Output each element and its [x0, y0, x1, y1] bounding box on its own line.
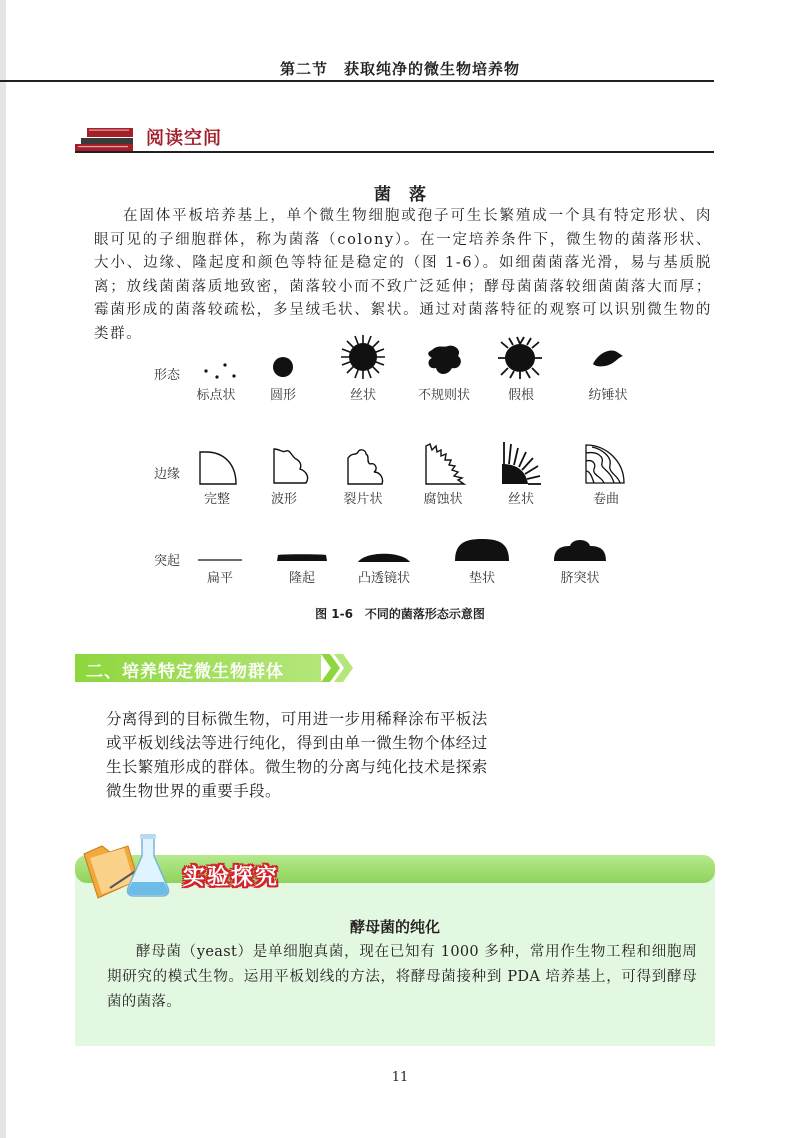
- shape-label-punctiform: 标点状: [196, 388, 236, 403]
- folder-flask-icon: [80, 830, 180, 900]
- shape-label-undulate: 波形: [270, 492, 297, 507]
- lobate-margin-shape: [346, 448, 386, 486]
- figure-caption: 图 1-6 不同的菌落形态示意图: [315, 607, 485, 621]
- curled-margin-shape: [584, 443, 626, 485]
- shape-label-erose: 腐蚀状: [423, 492, 463, 507]
- undulate-margin-shape: [272, 447, 312, 485]
- row-label-elevation: 突起: [154, 554, 181, 569]
- irregular-shape: [424, 342, 464, 378]
- shape-label-pulvinate: 垫状: [468, 571, 495, 586]
- circular-shape: [271, 355, 295, 379]
- shape-label-entire: 完整: [203, 492, 230, 507]
- shape-label-irregular: 不规则状: [417, 388, 470, 403]
- filamentous-margin-shape: [500, 440, 542, 486]
- experiment-body: 酵母菌（yeast）是单细胞真菌，现在已知有 1000 多种，常用作生物工程和细胞周期研究的模式生物。运用平板划线的方法，将酵母菌接种到 PDA 培养基上，可得到酵母菌的菌落。: [107, 944, 697, 1010]
- experiment-subtitle: 酵母菌的纯化: [349, 918, 440, 936]
- shape-label-umbonate: 脐突状: [560, 571, 600, 586]
- rhizoid-shape: [497, 336, 543, 380]
- page-number: 11: [391, 1070, 409, 1085]
- reading-section-rule: [75, 151, 714, 153]
- books-icon: [75, 126, 137, 152]
- punctiform-shape: [200, 357, 244, 381]
- entire-margin-shape: [198, 450, 238, 486]
- flat-elevation-shape: [198, 558, 242, 562]
- section-title: 二、培养特定微生物群体: [86, 662, 284, 682]
- chevron-right-icon: [321, 654, 355, 682]
- shape-label-lobate: 裂片状: [343, 492, 383, 507]
- convex-elevation-shape: [358, 549, 410, 562]
- shape-label-filamentous-margin: 丝状: [507, 492, 534, 507]
- page-header-title: 第二节 获取纯净的微生物培养物: [279, 60, 520, 78]
- spindle-shape: [591, 348, 625, 368]
- erose-margin-shape: [424, 442, 466, 486]
- experiment-title: 实验探究: [183, 865, 280, 890]
- shape-label-raised: 隆起: [288, 571, 315, 586]
- reading-section-title: 阅读空间: [146, 128, 222, 149]
- header-rule: [0, 80, 714, 82]
- section-body: 分离得到的目标微生物，可用进一步用稀释涂布平板法或平板划线法等进行纯化，得到由单一微生物个体经过生长繁殖形成的群体。微生物的分离与纯化技术是探索微生物世界的重要手段。: [106, 710, 488, 800]
- shape-label-filamentous: 丝状: [349, 388, 376, 403]
- row-label-margin: 边缘: [154, 467, 181, 482]
- filamentous-shape: [340, 334, 386, 380]
- umbonate-elevation-shape: [554, 536, 606, 561]
- shape-label-flat: 扁平: [206, 571, 233, 586]
- row-label-form: 形态: [154, 368, 181, 383]
- shape-label-circular: 圆形: [269, 388, 296, 403]
- shape-label-curled: 卷曲: [592, 492, 619, 507]
- article-body: 在固体平板培养基上，单个微生物细胞或孢子可生长繁殖成一个具有特定形状、肉眼可见的子细胞群体，称为菌落（colony）。在一定培养条件下，微生物的菌落形状、大小、边缘、隆起度和颜色等特征是稳定的（图 1-6）。如细菌菌落光滑，易与基质脱离；放线菌菌落质地致密，菌落较小而不致广泛延伸；酵母菌菌落较细菌菌落大而厚；霉菌形成的菌落较疏松，多呈绒毛状、絮状。通过对菌落特征的观察可以识别微生物的类群。: [94, 208, 712, 342]
- pulvinate-elevation-shape: [455, 539, 509, 561]
- article-title: 菌落: [374, 185, 444, 205]
- shape-label-convex: 凸透镜状: [357, 571, 410, 586]
- shape-label-spindle: 纺锤状: [588, 388, 628, 403]
- page-edge-shadow: [0, 0, 6, 1138]
- shape-label-rhizoid: 假根: [507, 388, 534, 403]
- raised-elevation-shape: [277, 553, 327, 561]
